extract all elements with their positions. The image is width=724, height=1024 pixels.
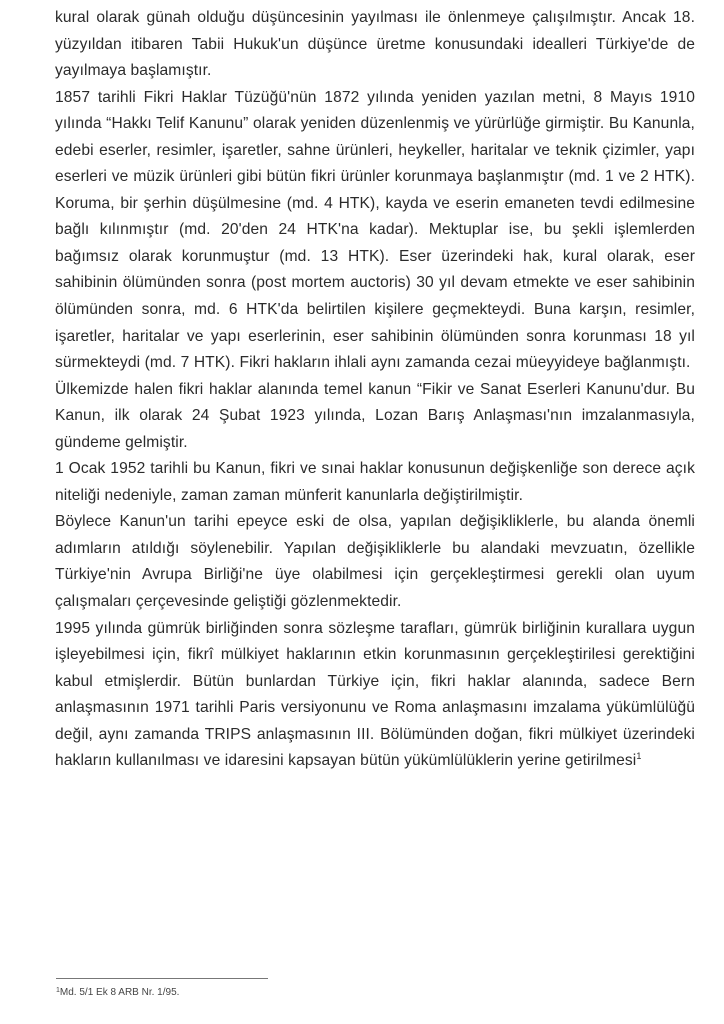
paragraph-6 <box>55 616 695 775</box>
paragraph-2: 1857 tarihli Fikri Haklar Tüzüğü'nün 1872 yılında yeniden yazılan metni, 8 Mayıs 1910 yılında “Hakkı Telif Kanunu” olarak yeniden düzenlenmiş ve yürürlüğe girmiştir. Bu Kanunla, edebi eserler, resimler, işaretler, sahne ürünleri, heykeller, haritalar ve teknik çizimler, yapı eserleri ve müzik ürünleri gibi bütün fikri ürünler korunmaya başlanmıştır (md. 1 ve 2 HTK). Koruma, bir şerhin düşülmesine (md. 4 HTK), kayda ve eserin emaneten tevdi edilmesine bağlı kılınmıştır (md. 20'den 24 HTK'na kadar). Mektuplar ise, bu şekli işlemlerden bağımsız olarak korunmuştur (md. 13 HTK). Eser üzerindeki hak, kural olarak, eser sahibinin ölümünden sonra (post mortem auctoris) 30 yıl devam etmekte ve eser sahibinin ölümünden sonra, md. 6 HTK'da belirtilen kişilere geçmekteydi. Buna karşın, resimler, işaretler, haritalar ve yapı eserlerinin, eser sahibinin ölümünden sonra korunması 18 yıl sürmekteydi (md. 7 HTK). Fikri hakların ihlali aynı zamanda cezai müeyyideye bağlanmıştı. <box>55 88 695 372</box>
body-text <box>55 5 695 775</box>
footnote-number: 1 <box>56 987 60 994</box>
footnote-text: Md. 5/1 Ek 8 ARB Nr. 1/95. <box>59 987 180 998</box>
paragraph-1: kural olarak günah olduğu düşüncesinin yayılması ile önlenmeye çalışılmıştır. Ancak 18. yüzyıldan itibaren Tabii Hukuk'un düşünce üretme konusundaki idealleri Türkiye'de de yayılmaya başlamıştır. <box>55 9 695 80</box>
footnote-divider <box>56 978 268 979</box>
paragraph-4: 1 Ocak 1952 tarihli bu Kanun, fikri ve sınai haklar konusunun değişkenliğe son derece açık niteliği nedeniyle, zaman zaman münferit kanunlarla değiştirilmiştir. <box>55 460 695 504</box>
paragraph-5: Böylece Kanun'un tarihi epeyce eski de olsa, yapılan değişikliklerle, bu alanda önemli adımların atıldığı söylenebilir. Yapılan değişikliklerle bu alandaki mevzuatın, özellikle Türkiye'nin Avrupa Birliği'ne üye olabilmesi için gerçekleştirmesi gerekli olan uyum çalışmaları çerçevesinde geliştiği gözlenmektedir. <box>55 513 695 611</box>
footnote <box>56 987 179 998</box>
paragraph-3: Ülkemizde halen fikri haklar alanında temel kanun “Fikir ve Sanat Eserleri Kanunu'dur. Bu Kanun, ilk olarak 24 Şubat 1923 yılında, Lozan Barış Anlaşması'nın imzalanmasıyla, gündeme gelmiştir. <box>55 380 695 451</box>
paragraph-6-text: 1995 yılında gümrük birliğinden sonra sözleşme tarafları, gümrük birliğinin kurallara uygun işleyebilmesi için, fikrî mülkiyet haklarının etkin korunmasının gerçekleştirilesi gerektiğini kabul etmişlerdir. Bütün bunlardan Türkiye için, fikri haklar alanında, sadece Bern anlaşmasının 1971 tarihli Paris versiyonunu ve Roma anlaşmasını imzalama yükümlülüğü değil, aynı zamanda TRIPS anlaşmasının III. Bölümünden doğan, fikri mülkiyet üzerindeki hakların kullanılması ve idaresini kapsayan bütün yükümlülüklerin yerine getirilmesi <box>55 619 695 770</box>
footnote-reference: 1 <box>636 751 642 762</box>
